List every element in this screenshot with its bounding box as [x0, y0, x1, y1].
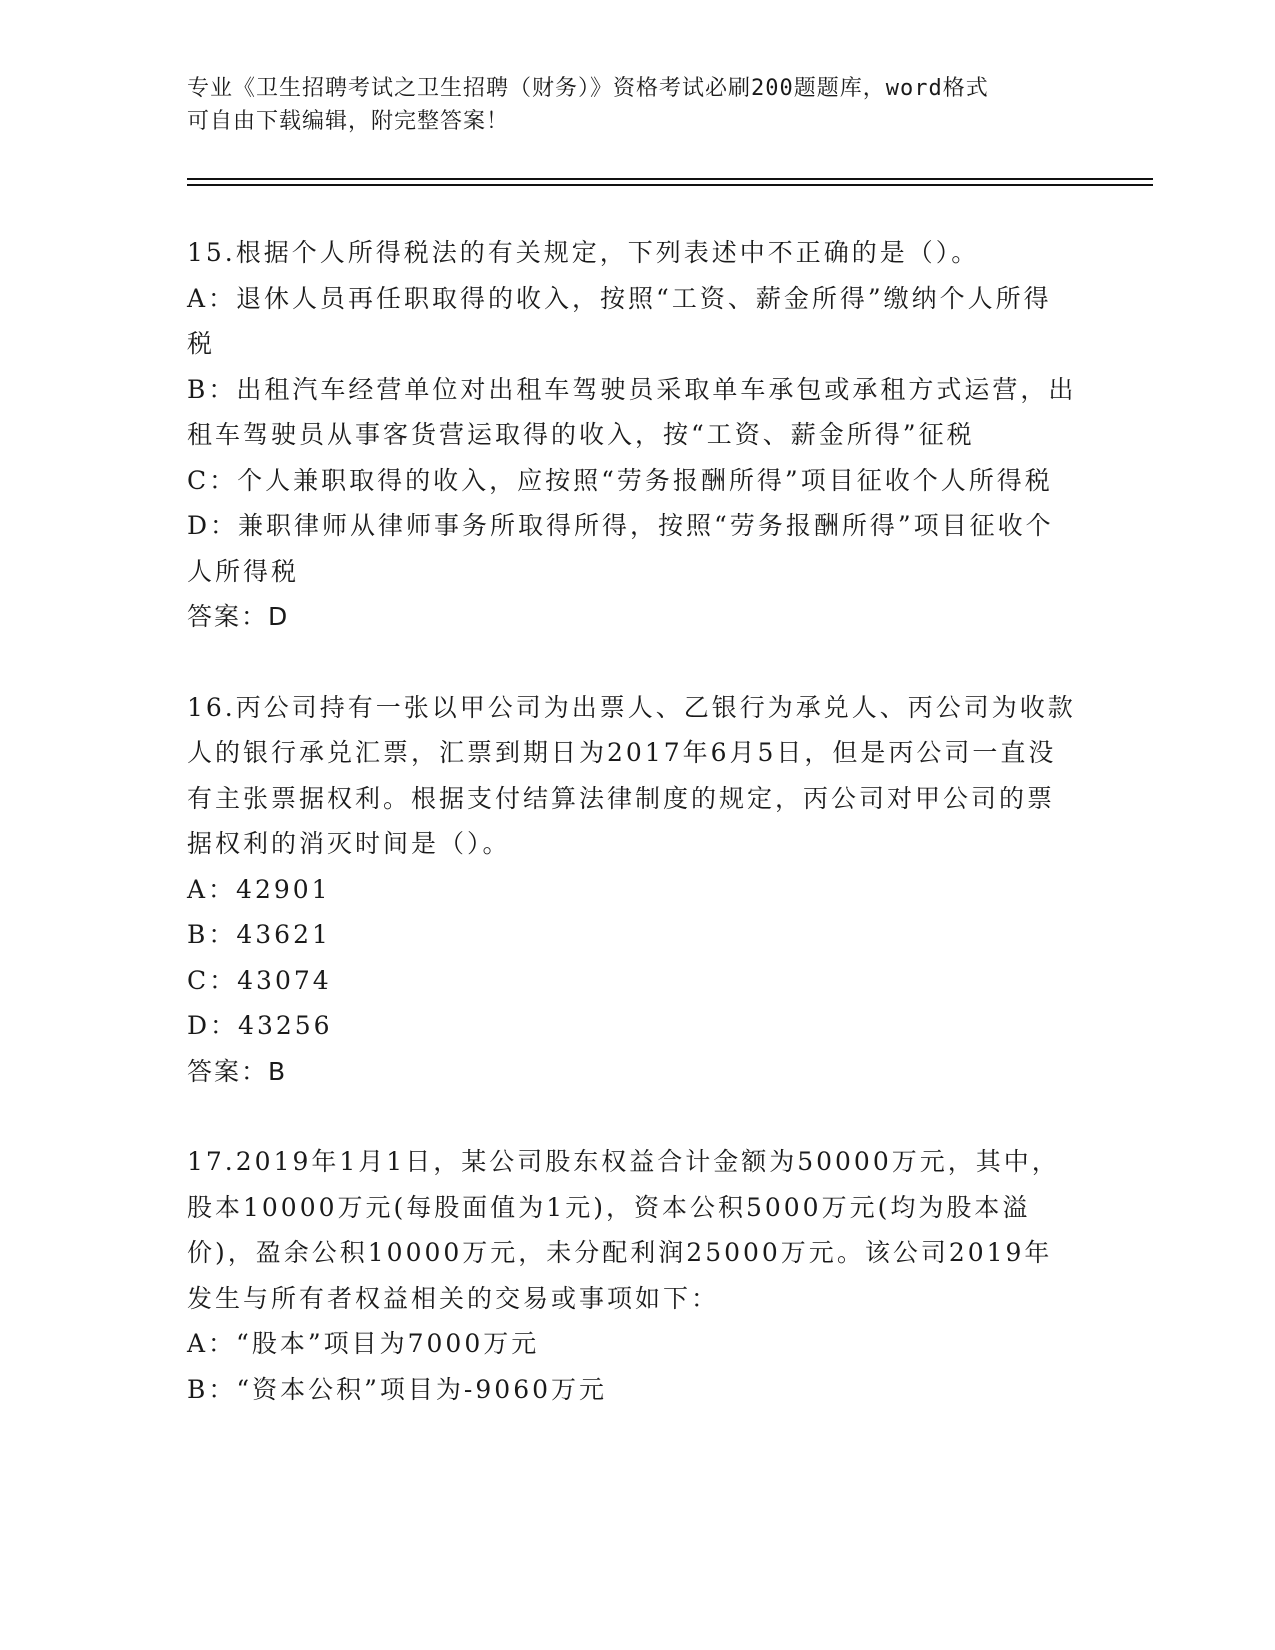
- option-c: C：个人兼职取得的收入，应按照“劳务报酬所得”项目征收个人所得税: [187, 465, 1053, 495]
- option-b: B：出租汽车经营单位对出租车驾驶员采取单车承包或承租方式运营，出租车驾驶员从事客货营运取得的收入，按“工资、薪金所得”征税: [187, 374, 1077, 449]
- question-spacer: [187, 640, 1077, 685]
- option-a: A：退休人员再任职取得的收入，按照“工资、薪金所得”缴纳个人所得税: [187, 283, 1052, 358]
- document-header: [187, 72, 1067, 138]
- option-d: D：43256: [187, 1011, 333, 1040]
- option-d: D：兼职律师从律师事务所取得所得，按照“劳务报酬所得”项目征收个人所得税: [187, 511, 1054, 586]
- question-stem: 17.2019年1月1日，某公司股东权益合计金额为50000万元，其中，股本10000万元(每股面值为1元)，资本公积5000万元(均为股本溢价)，盈余公积10000万元，未分配利润25000万元。该公司2019年发生与所有者权益相关的交易或事项如下：: [187, 1147, 1060, 1313]
- answer: 答案：B: [187, 1056, 288, 1086]
- question-17: [187, 1139, 1077, 1412]
- question-stem: 16.丙公司持有一张以甲公司为出票人、乙银行为承兑人、丙公司为收款人的银行承兑汇票，汇票到期日为2017年6月5日，但是丙公司一直没有主张票据权利。根据支付结算法律制度的规定，丙公司对甲公司的票据权利的消灭时间是（）。: [187, 692, 1076, 858]
- header-line-2: 可自由下载编辑，附完整答案！: [187, 109, 510, 134]
- option-b: B：43621: [187, 920, 331, 949]
- option-b: B：“资本公积”项目为-9060万元: [187, 1374, 608, 1404]
- question-list: [187, 230, 1077, 1412]
- answer: 答案：D: [187, 602, 290, 631]
- question-16: [187, 685, 1077, 1095]
- option-a: A：“股本”项目为7000万元: [187, 1329, 540, 1358]
- header-divider-top: [187, 178, 1153, 180]
- question-15: [187, 230, 1077, 640]
- header-line-1: 专业《卫生招聘考试之卫生招聘（财务）》资格考试必刷200题题库，word格式: [187, 76, 989, 101]
- header-divider-bottom: [187, 184, 1153, 186]
- question-stem: 15.根据个人所得税法的有关规定，下列表述中不正确的是（）。: [187, 238, 980, 267]
- option-a: A：42901: [187, 874, 331, 904]
- option-c: C：43074: [187, 965, 332, 995]
- question-spacer: [187, 1094, 1077, 1139]
